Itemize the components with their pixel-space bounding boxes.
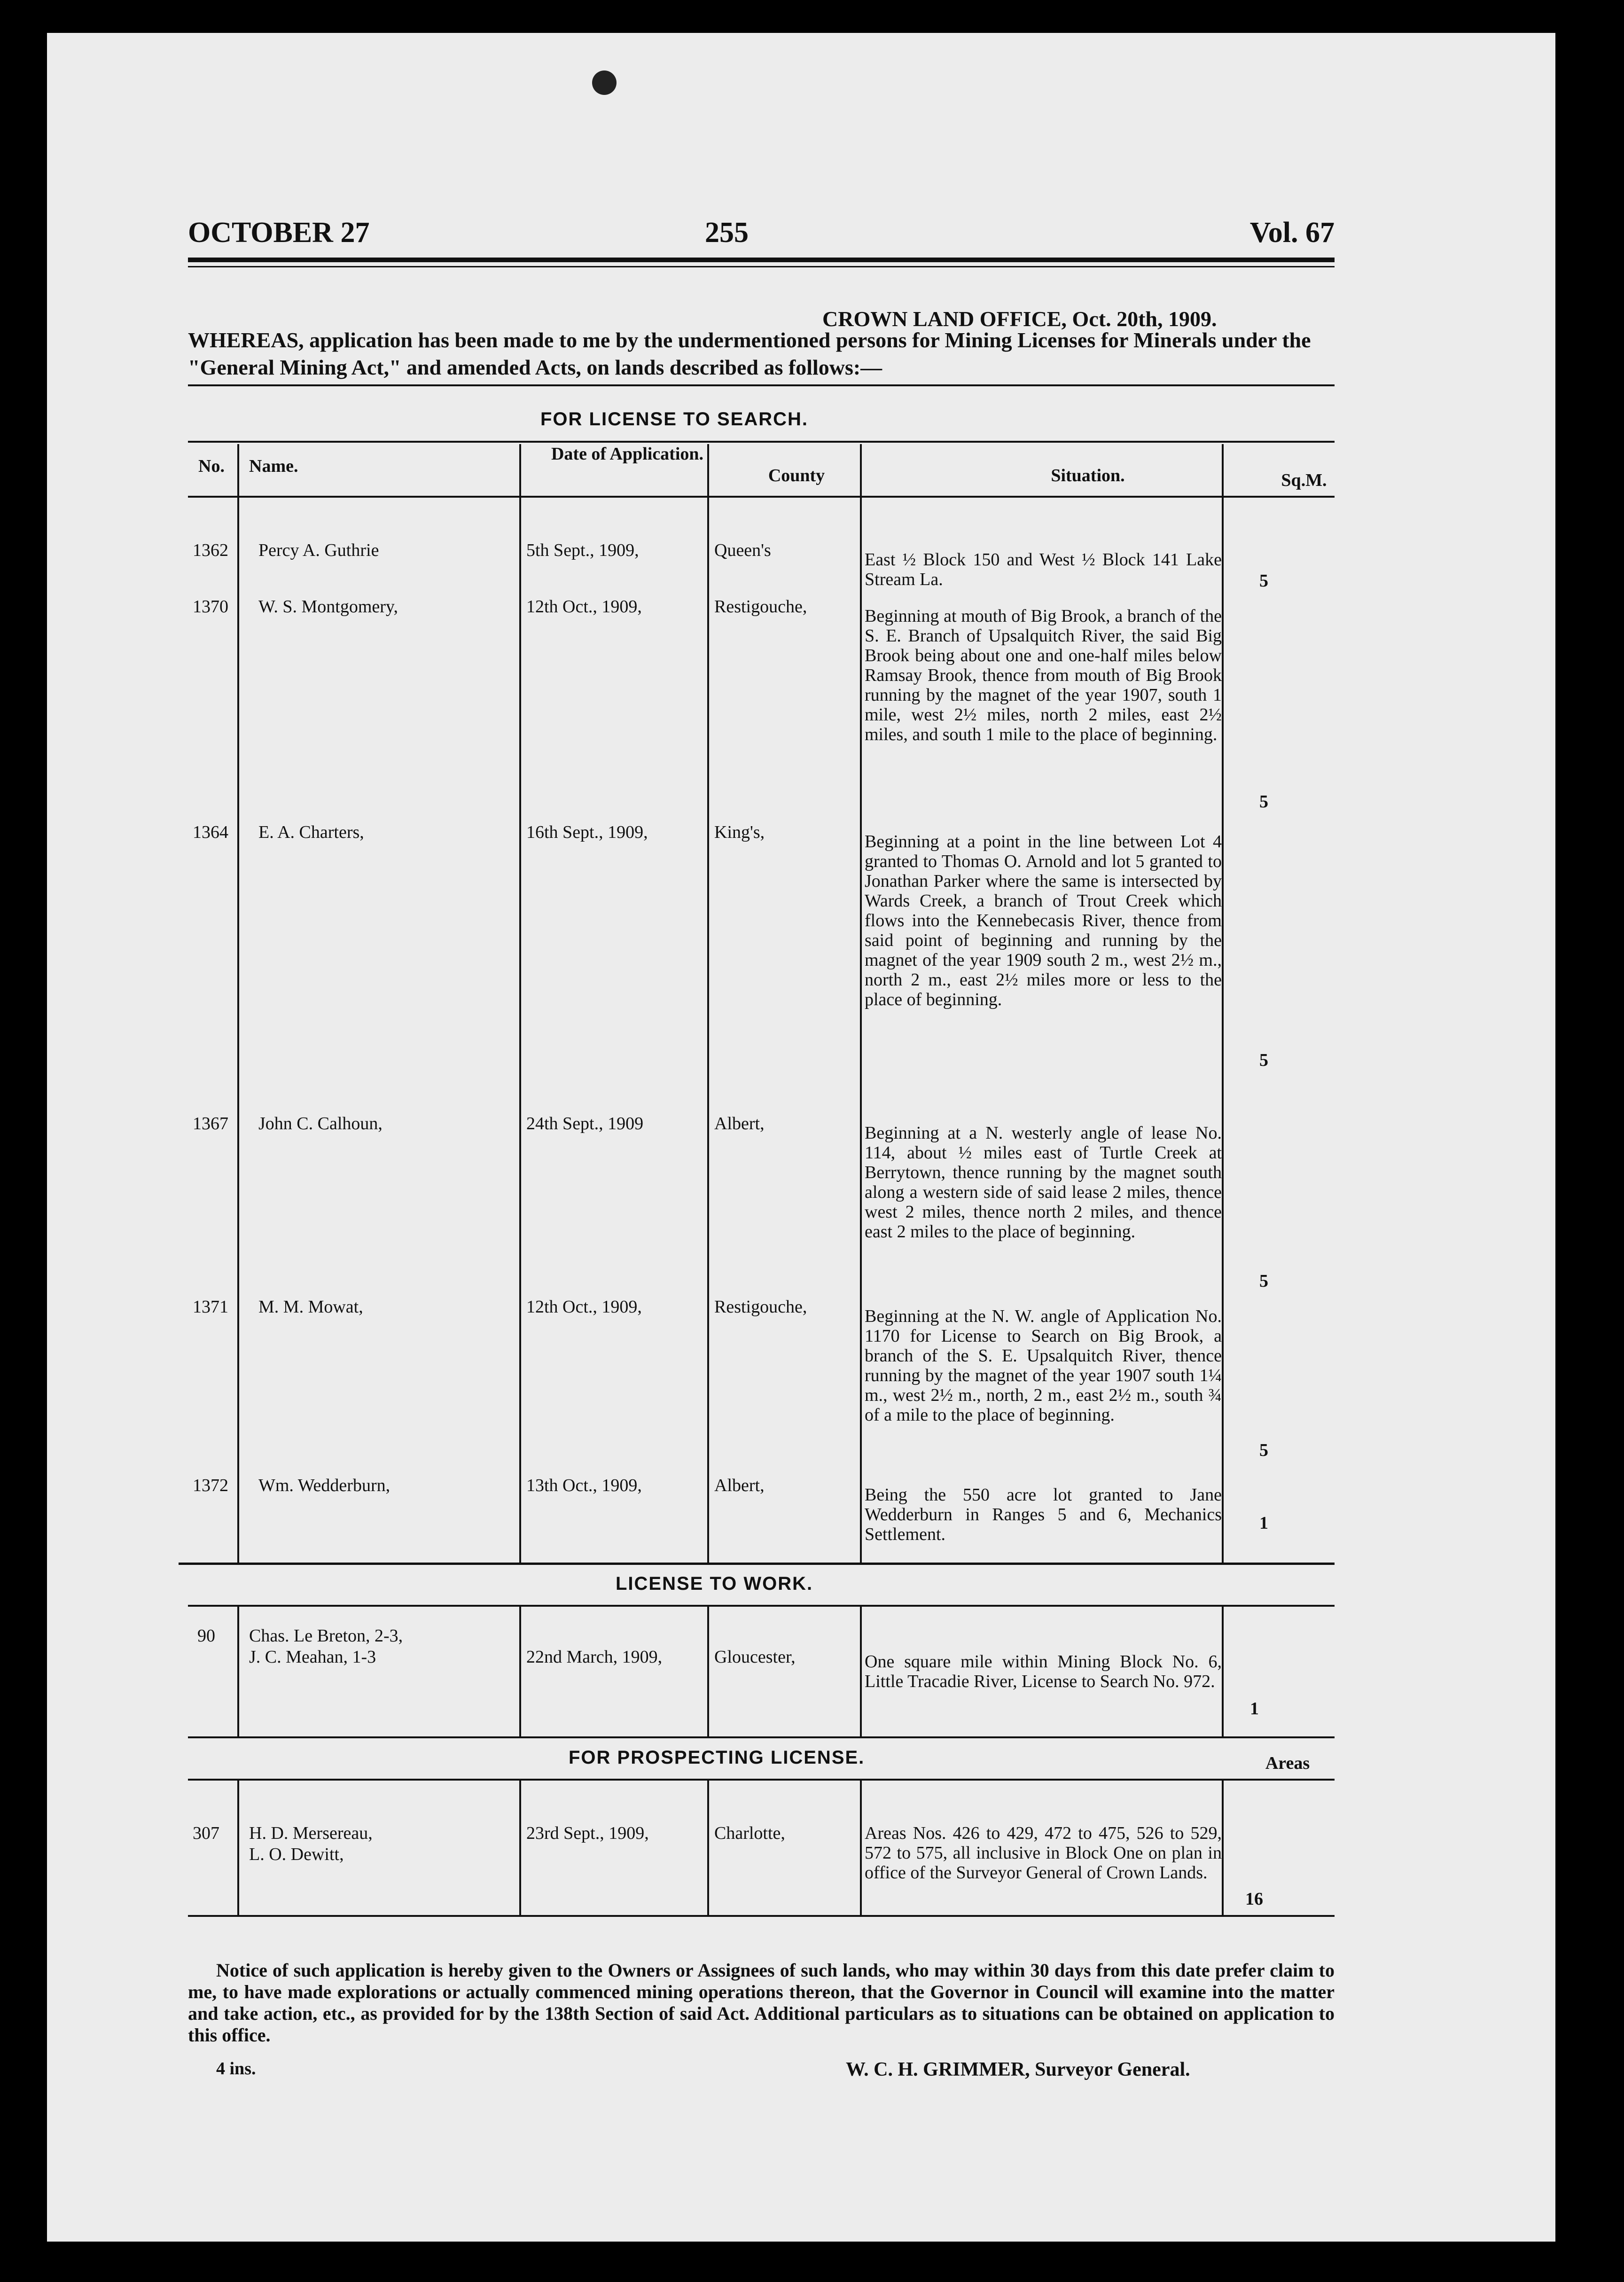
row-date: 24th Sept., 1909 — [526, 1114, 644, 1133]
row-sqm: 5 — [1259, 571, 1268, 591]
page-header — [188, 216, 1335, 263]
col-divider — [519, 444, 521, 1563]
row-situation: Beginning at mouth of Big Brook, a branch of the S. E. Branch of Upsalquitch River, the said Big Brook being about one and one-half miles below Ramsay Brook, thence from mouth of Big Brook running by the magnet of the year 1907, south 1 mile, west 2½ miles, north 2 miles, east 2½ miles, and south 1 mile to the place of beginning. — [865, 606, 1222, 744]
intro-text: WHEREAS, application has been made to me by the undermentioned persons for Mining Licenses for Minerals under the "General Mining Act," and amended Acts, on lands described as follows:— — [188, 328, 1311, 379]
row-sqm: 5 — [1259, 1440, 1268, 1460]
punch-hole — [592, 70, 617, 95]
row-sqm: 1 — [1259, 1513, 1268, 1533]
work-section-title: LICENSE TO WORK. — [616, 1573, 813, 1594]
row-county: Restigouche, — [714, 597, 807, 617]
col-header-areas: Areas — [1265, 1753, 1310, 1773]
row-no: 1362 — [193, 540, 228, 560]
col-divider — [1222, 1779, 1224, 1915]
row-no: 1364 — [193, 822, 228, 842]
col-divider — [860, 444, 862, 1563]
col-divider — [519, 1605, 521, 1736]
prospecting-name-2: L. O. Dewitt, — [249, 1844, 344, 1864]
col-header-county: County — [768, 466, 825, 485]
work-county: Gloucester, — [714, 1647, 796, 1667]
prospecting-situation: Areas Nos. 426 to 429, 472 to 475, 526 to 529, 572 to 575, all inclusive in Block One on plan in office of the Surveyor General of Crown Lands. — [865, 1823, 1222, 1883]
row-no: 1370 — [193, 597, 228, 617]
work-name-2: J. C. Meahan, 1-3 — [249, 1647, 376, 1667]
prospecting-top-rule — [188, 1779, 1335, 1781]
header-date: OCTOBER 27 — [188, 217, 370, 249]
row-sqm: 5 — [1259, 1271, 1268, 1291]
gazette-page — [47, 33, 1555, 2242]
row-name: W. S. Montgomery, — [258, 597, 398, 617]
office-dateline: CROWN LAND OFFICE, Oct. 20th, 1909. — [822, 307, 1217, 331]
col-divider — [707, 1779, 709, 1915]
row-situation: East ½ Block 150 and West ½ Block 141 Lake Stream La. — [865, 550, 1222, 589]
intro-rule — [188, 384, 1335, 386]
header-rule — [188, 258, 1335, 262]
row-name: E. A. Charters, — [258, 822, 364, 842]
col-divider — [860, 1779, 862, 1915]
prospecting-bottom-rule — [188, 1915, 1335, 1917]
row-name: John C. Calhoun, — [258, 1114, 383, 1133]
row-date: 12th Oct., 1909, — [526, 597, 642, 617]
row-county: Restigouche, — [714, 1297, 807, 1317]
col-header-situation: Situation. — [1051, 466, 1125, 485]
notice-paragraph: Notice of such application is hereby given to the Owners or Assignees of such lands, who may within 30 days from this date prefer claim to me, to have made explorations or actually commenced mining operations thereon, that the Governor in Council will examine into the matter and take action, etc., as provided for by the 138th Section of said Act. Additional particulars as to situations can be obtained on application to this office. — [188, 1960, 1335, 2046]
row-sqm: 5 — [1259, 1050, 1268, 1070]
volume-label: Vol. 67 — [1249, 217, 1335, 249]
row-county: Albert, — [714, 1476, 765, 1495]
row-no: 1371 — [193, 1297, 228, 1317]
row-situation: Beginning at the N. W. angle of Application No. 1170 for License to Search on Big Brook, a branch of the S. E. Upsalquitch River, thence running by the magnet of the year 1907 south 1¼ m., west 2½ m., north, 2 m., east 2½ m., south ¾ of a mile to the place of beginning. — [865, 1306, 1222, 1425]
work-sqm: 1 — [1250, 1699, 1259, 1719]
col-divider — [237, 444, 239, 1563]
prospecting-date: 23rd Sept., 1909, — [526, 1823, 649, 1843]
row-situation: Beginning at a N. westerly angle of lease No. 114, about ½ miles east of Turtle Creek at Berrytown, thence running by the magnet south along a western side of said lease 2 miles, thence west 2 miles, thence north 2 miles, and thence east 2 miles to the place of beginning. — [865, 1123, 1222, 1242]
row-date: 13th Oct., 1909, — [526, 1476, 642, 1495]
col-divider — [237, 1605, 239, 1736]
col-divider — [707, 444, 709, 1563]
insertions-note: 4 ins. — [216, 2059, 256, 2079]
work-name-1: Chas. Le Breton, 2-3, — [249, 1626, 403, 1646]
work-date: 22nd March, 1909, — [526, 1647, 663, 1667]
col-divider — [519, 1779, 521, 1915]
search-table-top-rule — [188, 441, 1335, 443]
row-situation: Being the 550 acre lot granted to Jane Wedderburn in Ranges 5 and 6, Mechanics Settlement. — [865, 1485, 1222, 1544]
row-no: 1367 — [193, 1114, 228, 1133]
row-name: M. M. Mowat, — [258, 1297, 363, 1317]
row-situation: Beginning at a point in the line between Lot 4 granted to Thomas O. Arnold and lot 5 granted to Jonathan Parker where the same is intersected by Wards Creek, a branch of Trout Creek which flows into the Kennebecasis River, thence from said point of beginning and running by the magnet of the year 1909 south 2 m., west 2½ m., north 2 m., east 2½ miles more or less to the place of beginning. — [865, 832, 1222, 1009]
row-sqm: 5 — [1259, 792, 1268, 812]
row-county: Albert, — [714, 1114, 765, 1133]
prospecting-section-title: FOR PROSPECTING LICENSE. — [569, 1747, 865, 1768]
work-situation: One square mile within Mining Block No. 6, Little Tracadie River, License to Search No. 972. — [865, 1652, 1222, 1691]
col-header-date: Date of Application. — [551, 444, 704, 464]
work-no: 90 — [197, 1626, 215, 1646]
row-date: 5th Sept., 1909, — [526, 540, 639, 560]
search-header-rule — [188, 496, 1335, 498]
col-header-name: Name. — [249, 456, 298, 476]
signature: W. C. H. GRIMMER, Surveyor General. — [846, 2059, 1190, 2080]
row-date: 16th Sept., 1909, — [526, 822, 648, 842]
work-top-rule — [188, 1605, 1335, 1607]
header-rule-thin — [188, 266, 1335, 267]
search-section-title: FOR LICENSE TO SEARCH. — [540, 409, 808, 430]
col-header-no: No. — [198, 456, 225, 476]
work-bottom-rule — [188, 1736, 1335, 1738]
row-name: Percy A. Guthrie — [258, 540, 379, 560]
search-bottom-rule — [179, 1563, 1335, 1565]
prospecting-areas: 16 — [1245, 1889, 1263, 1909]
prospecting-no: 307 — [193, 1823, 219, 1843]
col-header-sqm: Sq.M. — [1281, 470, 1327, 490]
row-no: 1372 — [193, 1476, 228, 1495]
row-county: Queen's — [714, 540, 771, 560]
col-divider — [1222, 1605, 1224, 1736]
row-county: King's, — [714, 822, 765, 842]
col-divider — [237, 1779, 239, 1915]
col-divider — [707, 1605, 709, 1736]
col-divider — [860, 1605, 862, 1736]
col-divider — [1222, 444, 1224, 1563]
row-date: 12th Oct., 1909, — [526, 1297, 642, 1317]
prospecting-county: Charlotte, — [714, 1823, 785, 1843]
page-number: 255 — [705, 217, 749, 249]
prospecting-name-1: H. D. Mersereau, — [249, 1823, 373, 1843]
row-name: Wm. Wedderburn, — [258, 1476, 390, 1495]
